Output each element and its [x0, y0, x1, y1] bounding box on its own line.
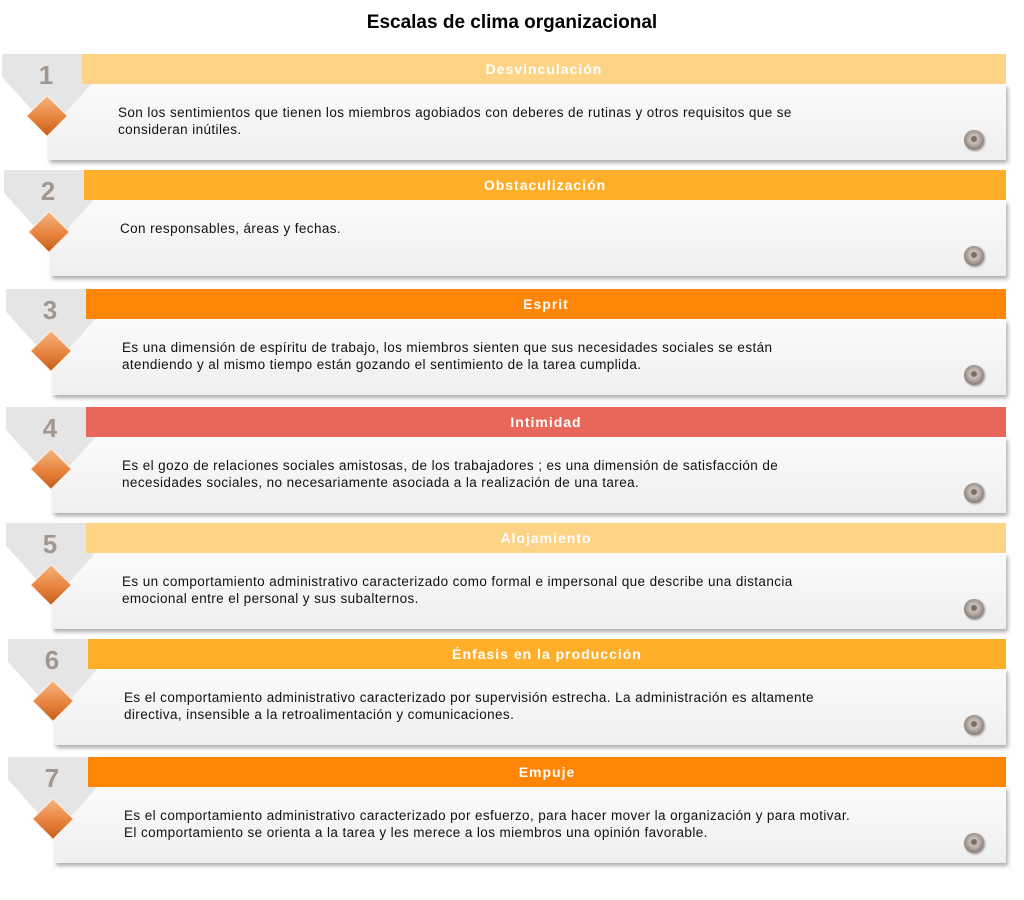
description-text — [122, 339, 882, 373]
bullet-button-icon[interactable] — [964, 833, 984, 853]
bullet-button-icon[interactable] — [964, 130, 984, 150]
scale-header: Intimidad — [86, 407, 1006, 437]
item-number: 7 — [44, 763, 60, 793]
item-number: 5 — [42, 529, 58, 559]
description-line: Es una dimensión de espíritu de trabajo, los miembros sienten que sus necesidades sociales se están — [122, 340, 773, 355]
description-line: Son los sentimientos que tienen los miembros agobiados con deberes de rutinas y otros requisitos que se — [118, 105, 792, 120]
diagram-title: Escalas de clima organizacional — [366, 12, 658, 33]
scale-item — [2, 170, 1010, 282]
item-number: 6 — [44, 645, 60, 675]
description-text — [124, 689, 884, 723]
description-text — [120, 220, 880, 237]
description-text — [118, 104, 878, 138]
description-line: Es el gozo de relaciones sociales amistosas, de los trabajadores ; es una dimensión de satisfacción de — [122, 458, 779, 473]
bullet-button-icon[interactable] — [964, 599, 984, 619]
description-line: emocional entre el personal y sus subalternos. — [122, 591, 419, 606]
description-line: Es un comportamiento administrativo caracterizado como formal e impersonal que describe una distancia — [122, 574, 793, 589]
description-panel — [54, 787, 1006, 863]
bullet-button-icon[interactable] — [964, 365, 984, 385]
scale-header: Obstaculización — [84, 170, 1006, 200]
scale-header: Desvinculación — [82, 54, 1006, 84]
scale-item — [4, 289, 1010, 401]
description-line: Con responsables, áreas y fechas. — [120, 221, 342, 236]
description-line: consideran inútiles. — [118, 122, 242, 137]
item-number: 4 — [42, 413, 58, 443]
description-line: directiva, insensible a la retroalimentación y comunicaciones. — [124, 707, 515, 722]
description-text — [122, 573, 882, 607]
item-number: 1 — [38, 60, 54, 90]
description-line: Es el comportamiento administrativo caracterizado por esfuerzo, para hacer mover la organización y para motivar. — [124, 808, 851, 823]
scale-header: Alojamiento — [86, 523, 1006, 553]
description-panel — [52, 553, 1006, 629]
scale-item — [6, 757, 1010, 869]
description-line: atendiendo y al mismo tiempo están gozando el sentimiento de la tarea cumplida. — [122, 357, 642, 372]
scale-item — [4, 407, 1010, 519]
bullet-button-icon[interactable] — [964, 715, 984, 735]
scale-item — [6, 639, 1010, 751]
description-panel — [48, 84, 1006, 160]
description-text — [122, 457, 882, 491]
description-line: Es el comportamiento administrativo caracterizado por supervisión estrecha. La administración es altamente — [124, 690, 814, 705]
item-number: 3 — [42, 295, 58, 325]
description-line: El comportamiento se orienta a la tarea y les merece a los miembros una opinión favorable. — [124, 825, 708, 840]
description-text — [124, 807, 884, 841]
scale-header: Empuje — [88, 757, 1006, 787]
description-line: necesidades sociales, no necesariamente asociada a la realización de una tarea. — [122, 475, 640, 490]
bullet-button-icon[interactable] — [964, 483, 984, 503]
scale-header: Esprit — [86, 289, 1006, 319]
description-panel — [52, 437, 1006, 513]
description-panel — [50, 200, 1006, 276]
bullet-button-icon[interactable] — [964, 246, 984, 266]
description-panel — [52, 319, 1006, 395]
scale-header: Énfasis en la producción — [88, 639, 1006, 669]
scale-item — [4, 523, 1010, 635]
item-number: 2 — [40, 176, 56, 206]
scale-item — [0, 54, 1010, 166]
description-panel — [54, 669, 1006, 745]
